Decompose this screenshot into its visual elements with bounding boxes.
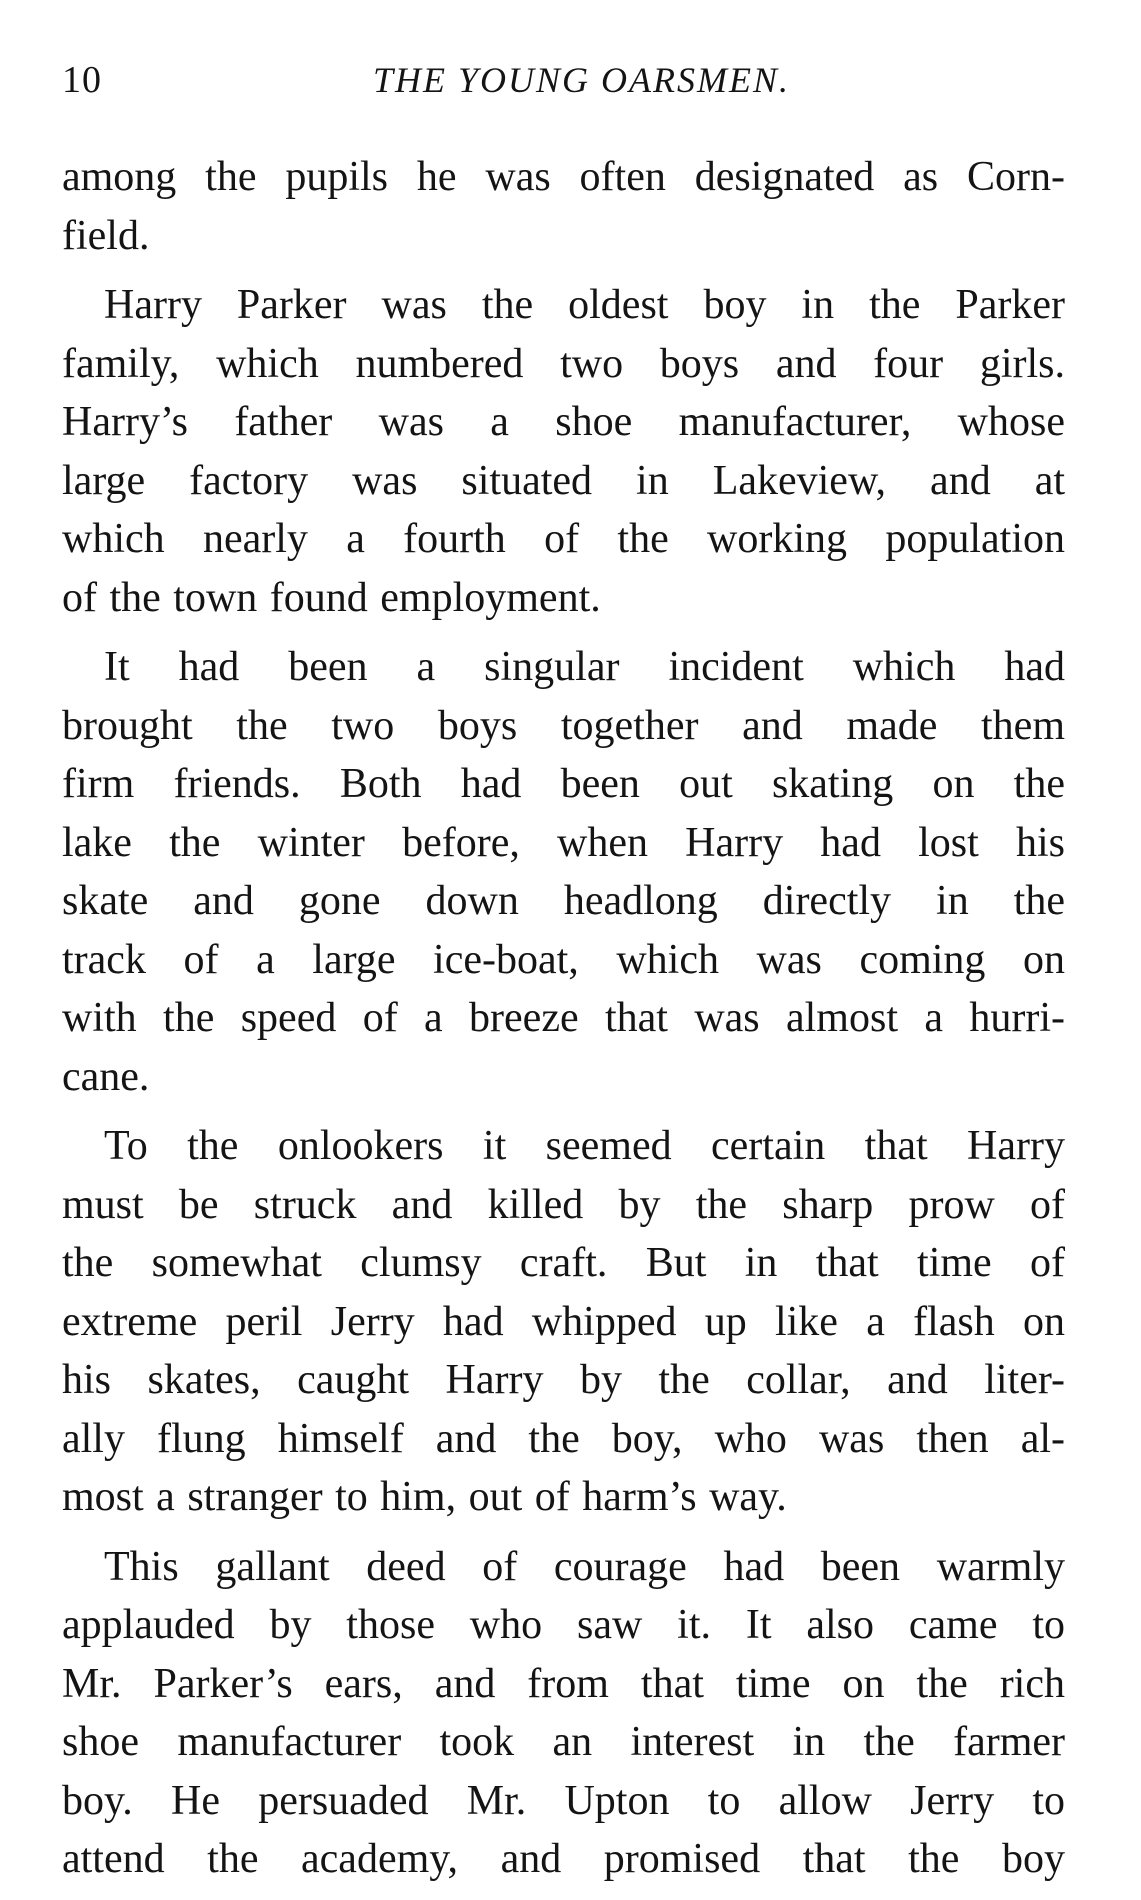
text-line: Harry Parker was the oldest boy in the Parker (104, 282, 1065, 328)
paragraph (62, 1538, 1065, 1889)
text-line: applauded by those who saw it. It also came to (62, 1602, 1065, 1648)
text-line: field. (62, 212, 150, 259)
text-line: To the onlookers it seemed certain that Harry (104, 1123, 1065, 1169)
text-line: which nearly a fourth of the working population (62, 516, 1065, 562)
text-line: firm friends. Both had been out skating on the (62, 761, 1065, 807)
text-line: brought the two boys together and made them (62, 702, 1065, 749)
text-line: lake the winter before, when Harry had lost his (62, 819, 1065, 866)
text-line: skate and gone down headlong directly in the (62, 878, 1065, 924)
text-line: ally flung himself and the boy, who was then al- (62, 1415, 1065, 1462)
text-line: among the pupils he was often designated as Corn- (62, 154, 1065, 200)
text-line: the somewhat clumsy craft. But in that time of (62, 1240, 1065, 1286)
text-line: It had been a singular incident which had (104, 644, 1065, 690)
text-line: of the town found employment. (62, 574, 601, 621)
text-line: must be struck and killed by the sharp prow of (62, 1181, 1065, 1228)
text-line: his skates, caught Harry by the collar, and liter- (62, 1357, 1065, 1403)
text-line: Harry’s father was a shoe manufacturer, whose (62, 399, 1065, 445)
text-line: cane. (62, 1053, 150, 1100)
running-title: THE YOUNG OARSMEN. (372, 60, 790, 100)
page-number: 10 (62, 59, 102, 101)
page-header (62, 55, 1071, 105)
text-line: Mr. Parker’s ears, and from that time on the rich (62, 1660, 1065, 1707)
body-text (62, 148, 1065, 1900)
text-line: family, which numbered two boys and four girls. (62, 340, 1065, 387)
text-line: shoe manufacturer took an interest in the farmer (62, 1719, 1065, 1765)
text-line: with the speed of a breeze that was almost a hurri- (62, 995, 1065, 1041)
text-line: boy. He persuaded Mr. Upton to allow Jerry to (62, 1777, 1065, 1824)
text-line: extreme peril Jerry had whipped up like a flash on (62, 1298, 1065, 1345)
text-line: track of a large ice-boat, which was coming on (62, 936, 1065, 983)
paragraph (62, 148, 1065, 265)
paragraph (62, 1117, 1065, 1527)
paragraph (62, 276, 1065, 627)
text-line: This gallant deed of courage had been warmly (104, 1543, 1065, 1590)
text-line: attend the academy, and promised that the boy (62, 1836, 1065, 1882)
text-line: large factory was situated in Lakeview, and at (62, 457, 1065, 504)
paragraph (62, 638, 1065, 1106)
text-line: most a stranger to him, out of harm’s way. (62, 1474, 787, 1520)
